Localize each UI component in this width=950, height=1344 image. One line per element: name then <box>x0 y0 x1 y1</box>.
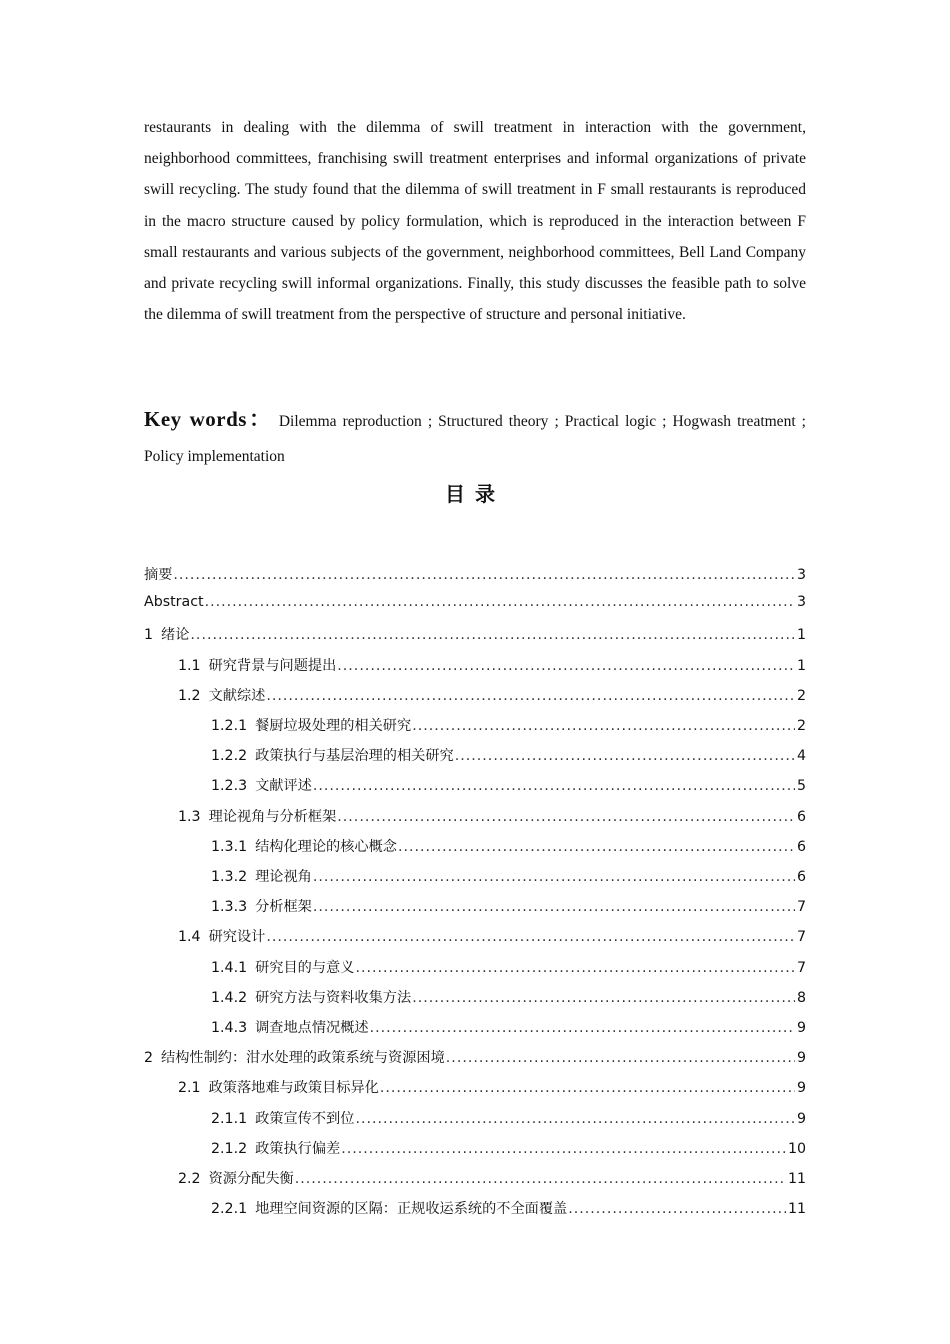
toc-page-number: 6 <box>796 838 806 855</box>
toc-page-number: 7 <box>796 959 806 976</box>
toc-page-number: 8 <box>796 989 806 1006</box>
toc-entry-title: 政策宣传不到位 <box>255 1110 355 1127</box>
toc-entry[interactable] <box>144 594 806 624</box>
toc-entry-number: 1.3.3 <box>211 899 248 916</box>
toc-dot-leader <box>337 658 795 674</box>
toc-entry[interactable] <box>144 715 806 745</box>
toc-page-number: 1 <box>796 657 806 674</box>
toc-dot-leader <box>412 718 795 734</box>
toc-entry-number: 1.3 <box>178 808 201 825</box>
toc-dot-leader <box>190 627 795 643</box>
toc-entry[interactable] <box>144 1077 806 1107</box>
toc-entry-number: 1.2.3 <box>211 778 248 795</box>
toc-entry-number: 1 <box>144 627 154 644</box>
toc-entry[interactable] <box>144 1168 806 1198</box>
toc-entry[interactable] <box>144 1108 806 1138</box>
toc-dot-leader <box>295 1171 786 1187</box>
toc-entry-title: 餐厨垃圾处理的相关研究 <box>255 718 412 734</box>
toc-entry-title: 文献综述 <box>208 687 266 704</box>
toc-entry-number: 2.1.1 <box>211 1110 248 1127</box>
toc-dot-leader <box>337 809 795 825</box>
toc-entry-number: 2 <box>144 1050 154 1067</box>
toc-entry-title: 绪论 <box>161 627 190 644</box>
toc-entry-number: 1.1 <box>178 657 201 674</box>
toc-dot-leader <box>266 929 795 945</box>
toc-entry[interactable] <box>144 1017 806 1047</box>
toc-page-number: 3 <box>796 594 806 611</box>
toc-dot-leader <box>205 594 795 610</box>
toc-page-number: 5 <box>796 778 806 795</box>
abstract-paragraph: restaurants in dealing with the dilemma of swill treatment in interaction with the government, neighborhood committees, franchising swill treatment enterprises and informal organizations of private swill recycling. The study found that the dilemma of swill treatment in F small restaurants is reproduced in the macro structure caused by policy formulation, which is reproduced in the interaction between F small restaurants and various subjects of the government, neighborhood committees, Bell Land Company and private recycling swill informal organizations. Finally, this study discusses the feasible path to solve the dilemma of swill treatment from the perspective of structure and personal initiative. <box>144 119 806 324</box>
toc-dot-leader <box>313 778 795 794</box>
keywords-label: Key words： <box>144 407 273 431</box>
toc-entry-number: 2.2.1 <box>211 1201 248 1218</box>
toc-entry-number: 1.4 <box>178 929 201 946</box>
toc-entry-number: 1.2.2 <box>211 748 248 765</box>
keywords-text: Dilemma reproduction ; Structured theory ; Practical logic ; Hogwash treatment ; Policy implementation <box>144 413 806 465</box>
toc-entry-title: 地理空间资源的区隔：正规收运系统的不全面覆盖 <box>255 1201 568 1218</box>
toc-page-number: 1 <box>796 627 806 644</box>
toc-dot-leader <box>380 1080 795 1096</box>
toc-dot-leader <box>446 1050 795 1066</box>
toc-entry-title: 文献评述 <box>255 778 312 795</box>
toc-dot-leader <box>313 899 795 915</box>
toc-dot-leader <box>412 990 795 1006</box>
toc-entry-title: 结构化理论的核心概念 <box>255 838 397 855</box>
toc-entry[interactable] <box>144 1047 806 1077</box>
toc-entry[interactable] <box>144 896 806 926</box>
toc-entry[interactable] <box>144 1198 806 1228</box>
toc-page-number: 9 <box>796 1080 806 1097</box>
toc-dot-leader <box>355 1111 795 1127</box>
toc-entry-title: 研究设计 <box>208 929 266 946</box>
toc-page-number: 9 <box>796 1050 806 1067</box>
toc-entry-title: 研究方法与资料收集方法 <box>255 989 412 1006</box>
toc-page-number: 4 <box>796 748 806 765</box>
toc-entry-number: 1.4.2 <box>211 989 248 1006</box>
toc-page-number: 11 <box>787 1171 806 1187</box>
toc-entry-title: Abstract <box>144 594 204 611</box>
toc-entry[interactable] <box>144 1138 806 1168</box>
toc-entry-title: 调查地点情况概述 <box>255 1020 369 1036</box>
toc-entry[interactable] <box>144 624 806 654</box>
toc-entry-title: 政策执行偏差 <box>255 1140 341 1157</box>
toc-entry-title: 理论视角 <box>255 869 312 885</box>
toc-entry-number: 1.4.3 <box>211 1020 248 1036</box>
toc-page-number: 7 <box>796 929 806 946</box>
toc-entry[interactable] <box>144 987 806 1017</box>
toc-entry[interactable] <box>144 926 806 956</box>
toc-title: 目录 <box>445 482 505 506</box>
toc-dot-leader <box>173 567 795 583</box>
toc-entry-number: 1.3.2 <box>211 869 248 885</box>
toc-entry-number: 1.2.1 <box>211 718 248 734</box>
toc-entry[interactable] <box>144 655 806 685</box>
toc-entry[interactable] <box>144 806 806 836</box>
toc-page-number: 2 <box>796 718 806 734</box>
toc-entry-title: 研究背景与问题提出 <box>208 657 337 674</box>
toc-entry-title: 结构性制约：泔水处理的政策系统与资源困境 <box>161 1050 445 1067</box>
toc-dot-leader <box>455 748 795 764</box>
toc-dot-leader <box>266 688 795 704</box>
toc-page-number: 3 <box>796 567 806 583</box>
toc-entry[interactable] <box>144 775 806 805</box>
toc-page-number: 7 <box>796 899 806 916</box>
toc-entry[interactable] <box>144 866 806 896</box>
toc-entry-number: 1.2 <box>178 687 201 704</box>
toc-page-number: 6 <box>796 869 806 885</box>
toc-entry[interactable] <box>144 564 806 594</box>
toc-entry-number: 2.1 <box>178 1080 201 1097</box>
toc-page-number: 2 <box>796 687 806 704</box>
toc-entry-number: 1.4.1 <box>211 959 248 976</box>
toc-page-number: 6 <box>796 808 806 825</box>
toc-entry[interactable] <box>144 685 806 715</box>
keywords-line <box>144 402 806 474</box>
toc-dot-leader <box>568 1201 786 1217</box>
toc-page-number: 9 <box>796 1110 806 1127</box>
toc-entry-number: 1.3.1 <box>211 838 248 855</box>
toc-entry[interactable] <box>144 836 806 866</box>
toc-page-number: 10 <box>787 1140 806 1157</box>
toc-page-number: 11 <box>787 1201 806 1218</box>
toc-entry-title: 分析框架 <box>255 899 312 916</box>
toc-entry-title: 摘要 <box>144 567 173 583</box>
toc-dot-leader <box>370 1020 795 1036</box>
toc-dot-leader <box>398 839 795 855</box>
toc-page-number: 9 <box>796 1020 806 1036</box>
toc-entry[interactable] <box>144 957 806 987</box>
toc-entry-title: 理论视角与分析框架 <box>208 808 337 825</box>
toc-entry-number: 2.1.2 <box>211 1140 248 1157</box>
toc-entry-title: 研究目的与意义 <box>255 959 355 976</box>
toc-entry-number: 2.2 <box>178 1171 201 1187</box>
toc-entry-title: 资源分配失衡 <box>208 1171 294 1187</box>
toc-entry-title: 政策执行与基层治理的相关研究 <box>255 748 454 765</box>
toc-dot-leader <box>341 1141 786 1157</box>
toc-entry[interactable] <box>144 745 806 775</box>
toc-entry-title: 政策落地难与政策目标异化 <box>208 1080 379 1097</box>
toc-dot-leader <box>313 869 795 885</box>
toc-dot-leader <box>355 960 795 976</box>
